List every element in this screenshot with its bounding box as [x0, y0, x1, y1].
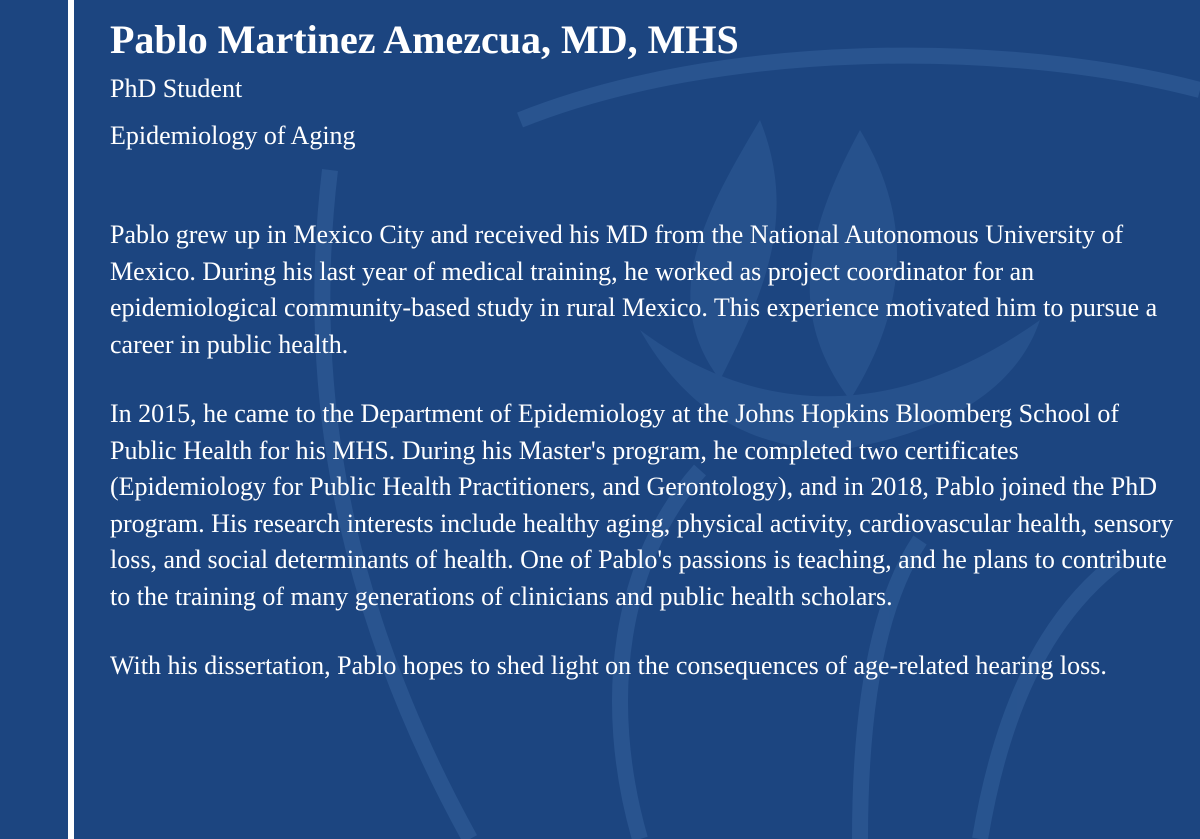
biography — [110, 217, 1180, 685]
left-divider — [68, 0, 74, 839]
bio-paragraph: With his dissertation, Pablo hopes to shed light on the consequences of age-related hearing loss. — [110, 651, 1107, 680]
bio-paragraph: In 2015, he came to the Department of Epidemiology at the Johns Hopkins Bloomberg School of Public Health for his MHS. During his Master's program, he completed two certificates (Epidemiology for Public Health Practitioners, and Gerontology), and in 2018, Pablo joined the PhD program. His research interests include healthy aging, physical activity, cardiovascular health, sensory loss, and social determinants of health. One of Pablo's passions is teaching, and he plans to contribute to the training of many generations of clinicians and public health scholars. — [110, 399, 1174, 611]
person-name: Pablo Martinez Amezcua, MD, MHS — [110, 17, 739, 62]
person-program: Epidemiology of Aging — [110, 121, 356, 150]
person-role: PhD Student — [110, 74, 243, 103]
profile-content — [110, 14, 1180, 718]
bio-paragraph: Pablo grew up in Mexico City and received his MD from the National Autonomous University of Mexico. During his last year of medical training, he worked as project coordinator for an epidemiological community-based study in rural Mexico. This experience motivated him to pursue a career in public health. — [110, 220, 1158, 359]
